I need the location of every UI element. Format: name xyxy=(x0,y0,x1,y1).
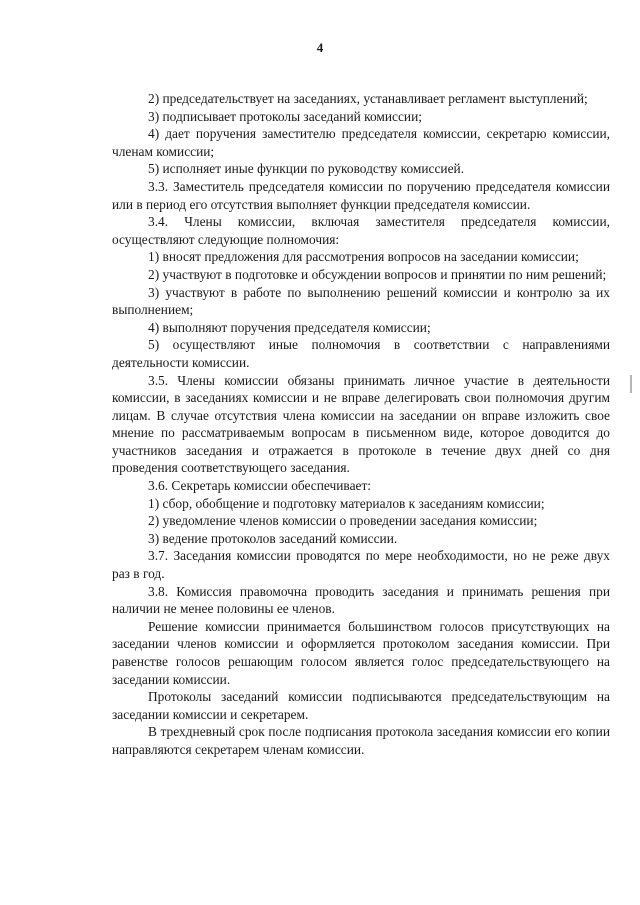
scan-edge-mark xyxy=(630,375,632,393)
paragraph: 3.6. Секретарь комиссии обеспечивает: xyxy=(148,478,372,494)
paragraph: 2) председательствует на заседаниях, устанавливает регламент выступлений; xyxy=(148,91,588,106)
paragraph: 5) исполняет иные функции по руководству комиссией. xyxy=(148,161,465,177)
paragraph: 4) дает поручения заместителю председателя комиссии, секретарю комиссии, членам комиссии; xyxy=(112,126,610,159)
paragraph: 3.5. Члены комиссии обязаны принимать личное участие в деятельности комиссии, в заседаниях комиссии и не вправе делегировать свои полномочия другим лицам. В случае отсутствия члена комиссии на заседании он вправе изложить свое мнение по рассматриваемым вопросам в письменном виде, которое доводится до участников заседания и отражается в протоколе в течение двух дней со дня проведения соответствующего заседания. xyxy=(112,372,610,476)
page-number: 4 xyxy=(316,40,324,55)
paragraph: 3) подписывает протоколы заседаний комиссии; xyxy=(148,108,422,124)
paragraph: 5) осуществляют иные полномочия в соответствии с направлениями деятельности комиссии. xyxy=(112,337,610,370)
paragraph: Решение комиссии принимается большинством голосов присутствующих на заседании членов комиссии и оформляется протоколом заседания комиссии. При равенстве голосов решающим голосом является голос председательствующего на заседании комиссии. xyxy=(112,618,610,687)
paragraph: В трехдневный срок после подписания протокола заседания комиссии его копии направляются секретарем членам комиссии. xyxy=(112,724,610,757)
paragraph: 3.7. Заседания комиссии проводятся по мере необходимости, но не реже двух раз в год. xyxy=(112,548,610,582)
paragraph: 3.8. Комиссия правомочна проводить заседания и принимать решения при наличии не менее половины ее членов. xyxy=(112,583,610,617)
paragraph: 3) ведение протоколов заседаний комиссии. xyxy=(148,530,398,546)
paragraph: Протоколы заседаний комиссии подписываются председательствующим на заседании комиссии и секретарем. xyxy=(112,689,610,722)
paragraph: 3.4. Члены комиссии, включая заместителя председателя комиссии, осуществляют следующие полномочия: xyxy=(112,214,610,247)
paragraph: 3) участвуют в работе по выполнению решений комиссии и контролю за их выполнением; xyxy=(112,284,610,318)
paragraph: 2) уведомление членов комиссии о проведении заседания комиссии; xyxy=(148,513,538,529)
paragraph: 1) вносят предложения для рассмотрения вопросов на заседании комиссии; xyxy=(148,249,579,265)
document-body xyxy=(112,90,610,759)
paragraph: 2) участвуют в подготовке и обсуждении вопросов и принятии по ним решений; xyxy=(148,266,607,282)
paragraph: 1) сбор, обобщение и подготовку материалов к заседаниям комиссии; xyxy=(148,495,545,511)
paragraph: 3.3. Заместитель председателя комиссии по поручению председателя комиссии или в период его отсутствия выполняет функции председателя комиссии. xyxy=(112,178,610,212)
paragraph: 4) выполняют поручения председателя комиссии; xyxy=(148,319,431,335)
